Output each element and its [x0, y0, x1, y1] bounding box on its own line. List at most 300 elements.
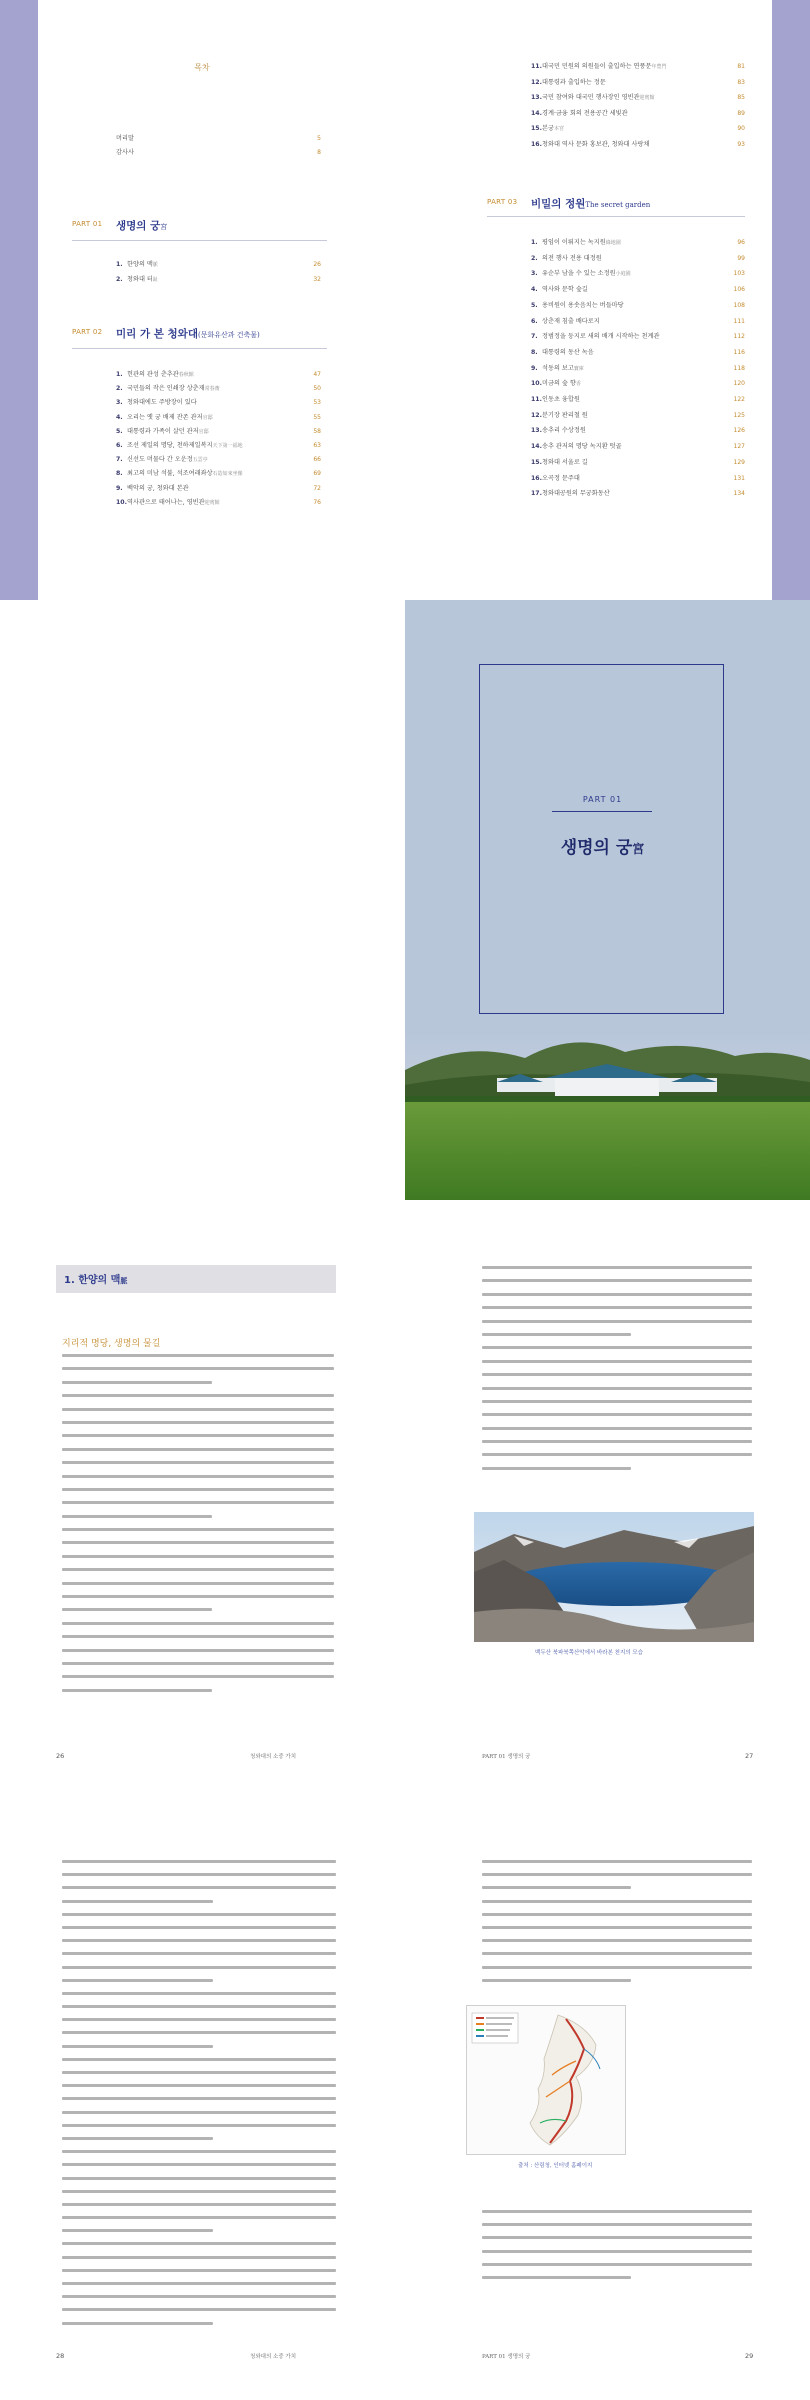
text-line — [482, 1413, 752, 1416]
text-line — [62, 2177, 336, 2180]
running-head: 청와대의 소중 가치 — [250, 1754, 297, 1760]
section-subheading: 지리적 명당, 생명의 물길 — [62, 1339, 161, 1349]
toc-left-page — [0, 0, 405, 600]
toc-item-page: 8 — [317, 149, 321, 156]
text-line — [482, 1966, 752, 1969]
text-line — [62, 1354, 334, 1357]
toc-item-number: 12. — [531, 411, 542, 419]
text-line — [62, 1649, 334, 1652]
toc-item[interactable] — [531, 458, 745, 468]
toc-item-label: 의전 행사 전용 대정원 — [542, 254, 602, 262]
toc-item-label: 용비원이 용솟음치는 버들마당 — [542, 301, 624, 309]
toc-item-number: 6. — [531, 317, 538, 325]
text-line — [482, 1306, 752, 1309]
text-line — [62, 1475, 334, 1478]
toc-item-number: 8. — [531, 348, 538, 356]
toc-item-number: 1. — [531, 239, 538, 246]
text-line — [62, 1582, 334, 1585]
body-text-block — [482, 1860, 752, 1992]
text-line — [62, 1608, 212, 1611]
body-text-block — [62, 1354, 334, 1702]
divider — [72, 348, 327, 349]
toc-item-page: 126 — [733, 427, 745, 435]
part-opener-label: PART 01 — [582, 795, 623, 804]
part-02-title-sub: (문화유산과 건축물) — [197, 331, 260, 339]
text-line — [62, 1675, 334, 1678]
toc-item-hanja: 迎賓館 — [639, 95, 655, 102]
toc-item-page: 50 — [313, 385, 321, 393]
toc-item-number: 16. — [531, 474, 542, 482]
divider — [552, 811, 652, 812]
toc-item-label: 조선 제일의 명당, 천하제일복지 — [127, 442, 213, 449]
text-line — [62, 2190, 336, 2193]
toc-item-label: 신선도 머물다 간 오운정 — [127, 456, 193, 464]
toc-item-number: 4. — [531, 286, 538, 294]
toc-item-label: 청와대 역사 문화 홍보관, 청와대 사랑채 — [542, 141, 650, 148]
text-line — [62, 2137, 213, 2140]
toc-item-hanja: 小庭園 — [615, 271, 631, 278]
toc-heading: 목차 — [194, 63, 210, 72]
toc-spread — [0, 0, 810, 600]
toc-item-number: 2. — [116, 385, 123, 393]
blank-page — [0, 600, 405, 1200]
toc-item-label: 청와대 터 — [127, 276, 153, 283]
toc-item-number: 1. — [116, 261, 123, 268]
toc-item-hanja: 常春齋 — [204, 386, 220, 393]
chapter-spread — [0, 1200, 810, 1800]
body-left-page — [0, 1800, 405, 2400]
text-line — [482, 1400, 752, 1403]
toc-item-number: 5. — [116, 427, 123, 435]
toc-item-label: 최고의 미남 석불, 석조여래좌상 — [127, 470, 213, 478]
toc-item[interactable] — [116, 398, 321, 408]
toc-item-number: 17. — [531, 490, 542, 498]
text-line — [62, 2242, 336, 2245]
body-spread — [0, 1800, 810, 2400]
body-text-block — [482, 1266, 752, 1480]
page-number: 28 — [56, 2352, 65, 2360]
running-head: PART 01 생명의 궁 — [482, 2354, 531, 2360]
toc-item-hanja: 迎賓館 — [204, 499, 220, 506]
toc-item-label: 한양의 맥 — [127, 261, 153, 268]
text-line — [482, 2236, 752, 2239]
text-line — [62, 1886, 336, 1889]
toc-item-label: 송추 관저의 명당 녹지환 텃골 — [542, 443, 622, 451]
text-line — [62, 2256, 336, 2259]
text-line — [62, 1913, 336, 1916]
toc-item-label: 역사관으로 태어나는, 영빈관 — [127, 498, 205, 506]
toc-item-page: 89 — [737, 109, 745, 117]
text-line — [62, 1568, 334, 1571]
text-line — [62, 1952, 336, 1955]
toc-item[interactable] — [531, 301, 745, 311]
text-line — [62, 2308, 336, 2311]
toc-item-label: 대통령과 출입하는 정문 — [542, 78, 606, 86]
text-line — [62, 1434, 334, 1437]
toc-item-page: 76 — [313, 498, 321, 506]
toc-item[interactable] — [116, 441, 321, 451]
toc-item-label: 감사사 — [116, 149, 134, 156]
part-opener-title-hanja: 宮 — [632, 842, 645, 856]
toc-item-label: 유순부 남을 수 있는 소정원 — [542, 270, 616, 278]
toc-item-page: 127 — [733, 443, 745, 451]
toc-item[interactable] — [531, 442, 745, 452]
toc-item-label: 평임이 이뤄지는 녹지원 — [542, 239, 606, 246]
toc-item-page: 134 — [733, 490, 745, 498]
toc-item-label: 정범정을 둥지로 새의 배개 시작하는 천계관 — [542, 333, 660, 341]
text-line — [482, 1293, 752, 1296]
toc-item-page: 81 — [737, 63, 745, 70]
toc-item-label: 청와대 서울로 길 — [542, 458, 588, 466]
text-line — [62, 2322, 213, 2325]
text-line — [62, 2045, 213, 2048]
text-line — [62, 2295, 336, 2298]
toc-item-number: 10. — [116, 498, 127, 506]
text-line — [482, 1467, 631, 1470]
toc-item[interactable] — [531, 109, 745, 119]
toc-item-number: 9. — [531, 364, 538, 372]
text-line — [62, 2058, 336, 2061]
text-line — [62, 1528, 334, 1531]
toc-item-page: 122 — [733, 396, 745, 403]
map-caption: 출처 : 산림청, 인터넷 홈페이지 — [518, 2163, 593, 2169]
toc-item-number: 15. — [531, 125, 542, 133]
section-heading-hanja: 脈 — [120, 1277, 128, 1285]
text-line — [62, 1662, 334, 1665]
toc-item-number: 7. — [116, 456, 123, 464]
toc-item-page: 72 — [313, 484, 321, 492]
text-line — [62, 1966, 336, 1969]
toc-item[interactable] — [116, 260, 321, 270]
toc-item-label: 본궁 — [542, 125, 554, 133]
text-line — [482, 2263, 752, 2266]
toc-item[interactable] — [531, 395, 745, 405]
toc-item-page: 55 — [313, 413, 321, 421]
toc-item-number: 4. — [116, 413, 123, 421]
toc-item[interactable] — [531, 78, 745, 88]
toc-item[interactable] — [116, 275, 321, 285]
toc-item[interactable] — [116, 384, 321, 394]
toc-item-label: 헌관의 관성 춘추관 — [127, 371, 179, 378]
toc-item-page: 63 — [313, 442, 321, 449]
toc-item-hanja: 綠地園 — [605, 240, 621, 246]
toc-item-number: 14. — [531, 443, 542, 451]
text-line — [62, 1421, 334, 1424]
toc-item-number: 6. — [116, 442, 123, 449]
toc-item-number: 8. — [116, 470, 123, 478]
toc-front-item[interactable] — [116, 148, 321, 158]
toc-item-page: 116 — [733, 348, 745, 356]
toc-item[interactable] — [531, 379, 745, 389]
text-line — [482, 1279, 752, 1282]
toc-item-hanja: 本宮 — [553, 126, 564, 133]
text-line — [482, 1453, 752, 1456]
toc-item-label: 역사와 문학 숲길 — [542, 286, 588, 294]
toc-item[interactable] — [116, 370, 321, 380]
toc-item-page: 66 — [313, 456, 321, 464]
text-line — [62, 1501, 334, 1504]
toc-item-label: 대통령의 동산 녹음 — [542, 348, 594, 356]
toc-item-number: 9. — [116, 484, 123, 492]
toc-item-number: 16. — [531, 141, 542, 148]
text-line — [62, 2282, 336, 2285]
text-line — [62, 1860, 336, 1863]
divider — [72, 240, 327, 241]
toc-item-page: 47 — [313, 371, 321, 378]
toc-item-label: 대통령과 가족이 살던 관저 — [127, 427, 199, 435]
text-line — [62, 1939, 336, 1942]
part-03-title-text: 비밀의 정원 — [531, 198, 586, 210]
toc-item-page: 32 — [313, 276, 321, 283]
page-number: 27 — [745, 1752, 754, 1760]
toc-item[interactable] — [116, 484, 321, 494]
toc-item-page: 26 — [313, 261, 321, 268]
divider — [487, 216, 745, 217]
toc-item-hanja: 脈 — [152, 262, 158, 268]
toc-item-label: 송추리 수상정원 — [542, 427, 586, 435]
toc-item-hanja: 官邸 — [202, 414, 213, 421]
part-02-label: PART 02 — [72, 328, 103, 336]
text-line — [482, 1939, 752, 1942]
text-line — [62, 1635, 334, 1638]
toc-item-label: 미금의 숲 향 — [542, 380, 576, 388]
toc-front-item[interactable] — [116, 134, 321, 144]
text-line — [62, 1367, 334, 1370]
toc-item-hanja: 香 — [575, 381, 581, 388]
text-line — [62, 2229, 213, 2232]
toc-item-number: 1. — [116, 371, 123, 378]
toc-item[interactable] — [531, 426, 745, 436]
part-03-title-en: The secret garden — [585, 201, 651, 209]
text-line — [62, 2084, 336, 2087]
section-heading-bar — [56, 1265, 336, 1293]
toc-item-hanja: 春秋館 — [178, 372, 194, 378]
toc-item[interactable] — [531, 411, 745, 421]
text-line — [62, 2071, 336, 2074]
toc-item-number: 7. — [531, 333, 538, 341]
toc-item[interactable] — [531, 317, 745, 327]
section-heading-text: 1. 한양의 맥 — [64, 1275, 121, 1286]
part-01-title-hanja: 宮 — [160, 223, 168, 231]
toc-item-page: 120 — [733, 380, 745, 388]
toc-item-page: 85 — [737, 94, 745, 102]
text-line — [62, 1408, 334, 1411]
chapter-right-page — [405, 1200, 810, 1800]
page-number: 29 — [745, 2352, 754, 2360]
text-line — [62, 2005, 336, 2008]
part-01-title-text: 생명의 궁 — [116, 220, 161, 232]
text-line — [482, 1860, 752, 1863]
text-line — [62, 1595, 334, 1598]
toc-item-label: 오곡정 문주대 — [542, 474, 580, 482]
text-line — [482, 1979, 631, 1982]
text-line — [482, 2210, 752, 2213]
toc-item[interactable] — [116, 469, 321, 479]
text-line — [482, 1320, 752, 1323]
page-edge-strip — [0, 0, 38, 600]
toc-item-page: 103 — [733, 270, 745, 278]
toc-item[interactable] — [531, 332, 745, 342]
text-line — [62, 2097, 336, 2100]
blue-house-lawn-photo — [405, 1030, 810, 1200]
toc-item-hanja: 年豊門 — [651, 64, 667, 70]
toc-item[interactable] — [531, 254, 745, 264]
text-line — [482, 1427, 752, 1430]
cheonji-lake-photo — [474, 1512, 754, 1642]
text-line — [482, 1952, 752, 1955]
toc-item-label: 오리는 옛 궁 배제 잔존 관저 — [127, 413, 203, 421]
text-line — [62, 1394, 334, 1397]
text-line — [482, 1360, 752, 1363]
part-02-title[interactable] — [116, 326, 260, 341]
toc-item-hanja: 石造如來坐像 — [212, 471, 243, 478]
text-line — [482, 2223, 752, 2226]
text-line — [482, 2250, 752, 2253]
toc-right-page — [405, 0, 810, 600]
running-head: PART 01 생명의 궁 — [482, 1754, 531, 1760]
toc-item-page: 5 — [317, 135, 321, 142]
toc-item-hanja: 趾 — [152, 277, 158, 283]
toc-item[interactable] — [531, 124, 745, 134]
toc-item[interactable] — [531, 474, 745, 484]
toc-item-label: 상춘재 침출 배다로지 — [542, 317, 600, 325]
text-line — [482, 1900, 752, 1903]
toc-item-page: 131 — [733, 474, 745, 482]
text-line — [62, 1979, 213, 1982]
page-number: 26 — [56, 1752, 65, 1760]
text-line — [482, 1913, 752, 1916]
text-line — [62, 1381, 212, 1384]
toc-item-label: 백악의 궁, 청와대 본관 — [127, 484, 189, 492]
toc-item[interactable] — [531, 348, 745, 358]
toc-item-number: 11. — [531, 63, 542, 70]
toc-item-label: 석동의 보고 — [542, 364, 574, 372]
toc-item[interactable] — [116, 413, 321, 423]
text-line — [62, 1689, 212, 1692]
toc-item[interactable] — [531, 140, 745, 150]
toc-item-hanja: 寶庫 — [573, 365, 584, 372]
section-heading — [64, 1271, 127, 1286]
toc-item[interactable] — [531, 364, 745, 374]
text-line — [482, 2276, 631, 2279]
text-line — [62, 1992, 336, 1995]
body-right-page — [405, 1800, 810, 2400]
toc-item-number: 3. — [531, 270, 538, 278]
text-line — [482, 1387, 752, 1390]
toc-item-page: 93 — [737, 141, 745, 148]
toc-item-number: 11. — [531, 396, 542, 403]
toc-item-number: 2. — [116, 276, 123, 283]
text-line — [482, 1266, 752, 1269]
body-text-block — [482, 2210, 752, 2289]
part-03-title[interactable] — [531, 196, 650, 211]
toc-item-label: 국민 참여와 대국민 행사장인 영빈관 — [542, 94, 640, 102]
part-opener-spread — [0, 600, 810, 1200]
text-line — [62, 1448, 334, 1451]
text-line — [62, 2018, 336, 2021]
text-line — [62, 2163, 336, 2166]
toc-item-page: 58 — [313, 427, 321, 435]
part-opener-title — [480, 833, 725, 858]
part-opener-title-text: 생명의 궁 — [560, 838, 633, 858]
toc-item-label: 경계·금융 회의 전용공간 세빛관 — [542, 109, 628, 117]
page-edge-strip — [772, 0, 810, 600]
toc-item-page: 125 — [733, 411, 745, 419]
toc-item-number: 13. — [531, 94, 542, 102]
toc-item-page: 111 — [733, 317, 745, 325]
text-line — [62, 1515, 212, 1518]
toc-item-number: 2. — [531, 254, 538, 262]
toc-item-page: 83 — [737, 78, 745, 86]
toc-item-number: 12. — [531, 78, 542, 86]
part-opener-frame — [479, 664, 724, 1014]
toc-item[interactable] — [531, 238, 745, 248]
body-text-block — [62, 1860, 336, 2335]
toc-item-label: 머리말 — [116, 135, 134, 142]
toc-item[interactable] — [531, 489, 745, 499]
toc-item-hanja: 天下第一福地 — [212, 443, 243, 449]
text-line — [62, 1541, 334, 1544]
text-line — [482, 1346, 752, 1349]
toc-item-number: 14. — [531, 109, 542, 117]
toc-item-label: 대국민 민원의 의원들이 출입하는 연풍문 — [542, 63, 652, 70]
part-01-title[interactable] — [116, 218, 167, 233]
part-03-label: PART 03 — [487, 198, 518, 206]
toc-item-number: 3. — [116, 399, 123, 407]
text-line — [482, 1873, 752, 1876]
text-line — [482, 1886, 631, 1889]
part-opener-sky — [405, 600, 810, 1030]
text-line — [482, 1333, 631, 1336]
text-line — [62, 2124, 336, 2127]
part-02-title-text: 미리 가 본 청와대 — [116, 328, 198, 340]
toc-item-hanja: 五雲亭 — [192, 457, 208, 464]
toc-item-page: 108 — [733, 301, 745, 309]
toc-item[interactable] — [116, 427, 321, 437]
toc-item-label: 인동초 융합원 — [542, 396, 580, 403]
text-line — [482, 1926, 752, 1929]
text-line — [62, 1555, 334, 1558]
toc-item-page: 118 — [733, 364, 745, 372]
toc-item-page: 129 — [733, 458, 745, 466]
toc-item-number: 5. — [531, 301, 538, 309]
toc-item[interactable] — [531, 93, 745, 103]
toc-item[interactable] — [531, 285, 745, 295]
part-opener-page — [405, 600, 810, 1200]
toc-item-page: 96 — [737, 239, 745, 246]
toc-item[interactable] — [116, 498, 321, 508]
text-line — [62, 1622, 334, 1625]
text-line — [62, 1926, 336, 1929]
toc-item[interactable] — [531, 269, 745, 279]
text-line — [62, 1488, 334, 1491]
toc-item-label: 분기장 판리철 원 — [542, 411, 588, 419]
text-line — [62, 2269, 336, 2272]
toc-item[interactable] — [531, 62, 745, 72]
text-line — [482, 1373, 752, 1376]
toc-item[interactable] — [116, 455, 321, 465]
text-line — [62, 1873, 336, 1876]
text-line — [62, 2150, 336, 2153]
text-line — [482, 1440, 752, 1443]
photo-caption: 백두산 북파북쪽산악에서 바라본 천지의 모습 — [535, 1650, 643, 1656]
toc-item-label: 국민들의 작은 인쇄장 상춘재 — [127, 385, 205, 393]
chapter-left-page — [0, 1200, 405, 1800]
text-line — [62, 2111, 336, 2114]
toc-item-page: 112 — [733, 333, 745, 341]
text-line — [62, 1461, 334, 1464]
mountain-range-map — [466, 2005, 626, 2155]
